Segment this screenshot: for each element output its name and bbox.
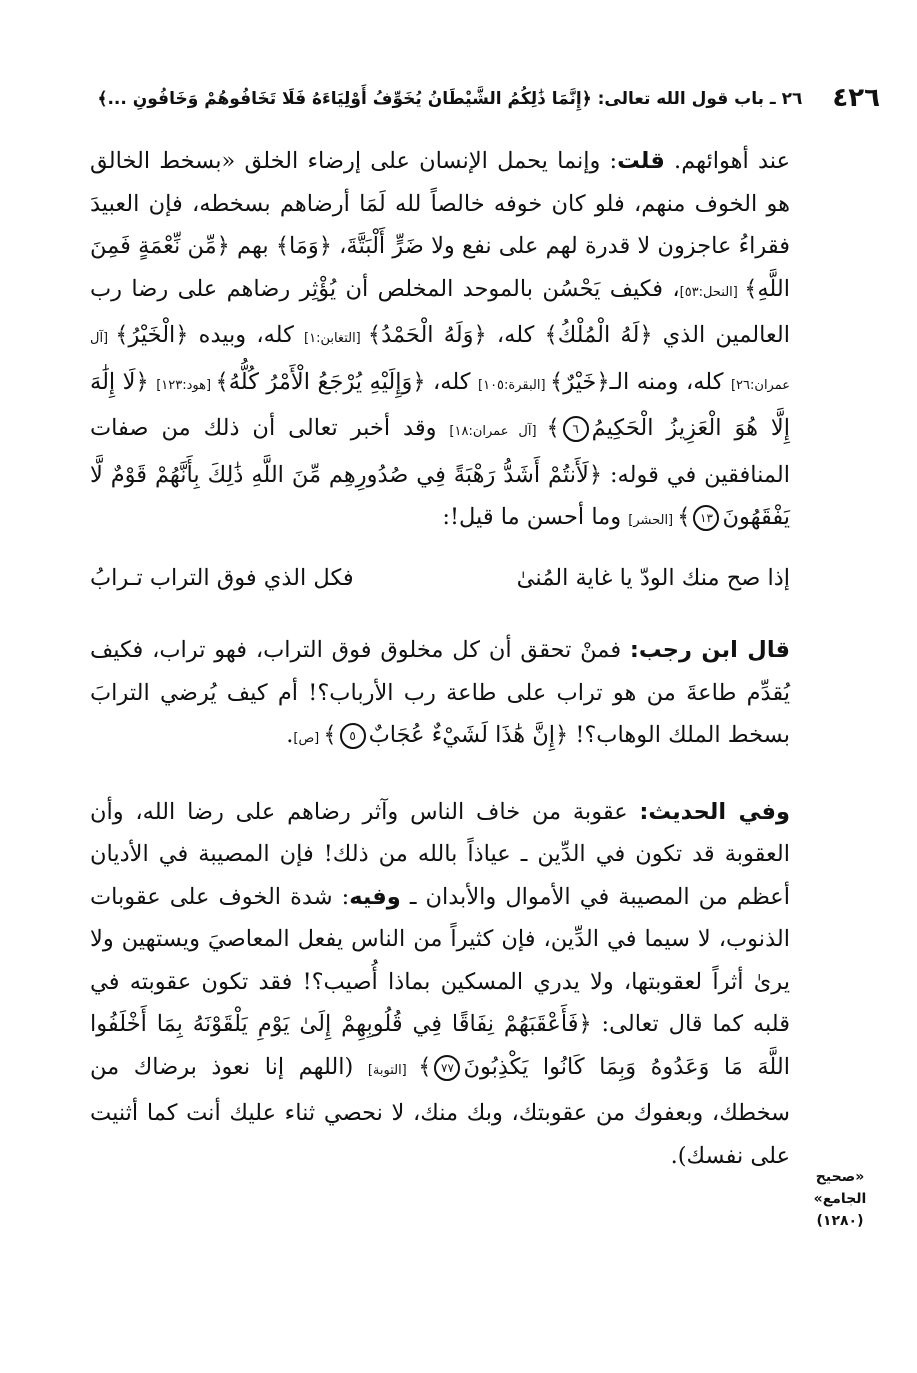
quran-verse-end: ﴾ [323, 722, 337, 748]
running-header [90, 78, 880, 118]
text: فمنْ تحقق أن كل مخلوق فوق التراب، فهو تراب، فكيف يُقدِّم طاعةَ من هو تراب على طاعة رب الأرباب؟! أم كيف يُرضي الترابَ بسخط الملك الوهاب؟! [90, 637, 790, 748]
verse-reference: [هود:١٢٣] [156, 377, 216, 393]
verse-reference: [الحشر] [628, 513, 678, 528]
verse-reference: [التوبة] [367, 1062, 419, 1078]
poem-second-hemistich: فكل الذي فوق التراب تـرابُ [90, 564, 354, 591]
quran-verse: ﴿لَا إِلَٰهَ إِلَّا هُوَ الْعَزِيزُ الْحَكِيمُ [90, 368, 790, 441]
hadith-label: وفي الحديث: [639, 798, 790, 825]
text: كله، [425, 368, 479, 395]
text: عقوبة من خاف الناس وآثر رضاهم على رضا الله، وأن العقوبة قد تكون في الدِّين ـ عياذاً بالله من ذلك! فإن المصيبة في الأديان أعظم من المصيبة في الأموال والأبدان ـ [90, 798, 790, 910]
body-text [90, 140, 790, 1177]
text: (اللهم إنا نعوذ برضاك من سخطك، وبعفوك من عقوبتك، وبك منك، لا نحصي ثناء عليك أنت كما أثنيت على نفسك). [90, 1053, 790, 1169]
text: عند أهوائهم. [664, 148, 790, 174]
quran-verse: ﴿وَإِلَيْهِ يُرْجَعُ الْأَمْرُ كُلُّهُ﴾ [215, 368, 426, 395]
quran-verse: ﴿وَلَهُ الْحَمْدُ﴾ [367, 322, 487, 348]
text: وقد أخبر تعالى أن ذلك من صفات المنافقين في قوله: [90, 415, 790, 488]
text: بهم [229, 233, 276, 259]
quran-verse-end: ﴾ [546, 415, 560, 441]
poem-first-hemistich: إذا صح منك الودّ يا غاية المُنىٰ [516, 564, 790, 591]
paragraph-3 [90, 791, 790, 1178]
verse-reference: [آل عمران:١٨] [449, 424, 547, 439]
text: كله، وبيده [188, 322, 304, 348]
text: . [286, 722, 294, 748]
quran-verse: ﴿فَأَعْقَبَهُمْ نِفَاقًا فِي قُلُوبِهِمْ إِلَىٰ يَوْمِ يَلْقَوْنَهُ بِمَا أَخْلَفُوا اللَّهَ مَا وَعَدُوهُ وَبِمَا كَانُوا يَكْذِبُونَ [90, 1011, 790, 1080]
verse-reference: [البقرة:١٠٥] [478, 377, 551, 393]
chapter-title: ٢٦ ـ باب قول الله تعالى: ﴿إِنَّمَا ذَٰلِكُمُ الشَّيْطَانُ يُخَوِّفُ أَوْلِيَاءَهُ فَلَا تَخَافُوهُمْ وَخَافُونِ ...﴾ [97, 88, 803, 109]
poem-verse [90, 557, 790, 600]
text: : وإنما يحمل الإنسان على إرضاء الخلق «بسخط الخالق هو الخوف منهم، فلو كان خوفه خالصاً لله لَمَا أرضاهم بسخطه، فإن العبيدَ فقراءُ عاجزون لا قدرة لهم على نفع ولا ضَرٍّ [90, 148, 790, 259]
quran-verse-end: ﴾ [677, 504, 691, 530]
qult-label: قلت [617, 148, 665, 174]
verse-reference: [آل عمران:٢٦] [90, 331, 790, 393]
margin-note [805, 1166, 875, 1232]
quran-verse: ﴿الْخَيْرُ﴾ [115, 322, 189, 348]
ayah-number-badge: ٦ [563, 416, 589, 442]
verse-reference: [ص] [293, 731, 324, 746]
ibn-rajab-label: قال ابن رجب: [629, 637, 791, 663]
text: : شدة الخوف على عقوبات الذنوب، لا سيما في الدِّين، فإن كثيراً من الناس يفعل المعاصيَ ويستهين ولا يرىٰ أثراً لعقوبتها، ولا يدري المسكين بماذا أُصيب؟! فقد تكون عقوبته في قلبه كما قال تعالى: [90, 883, 790, 1037]
page-number: ٤٢٦ [832, 83, 880, 113]
text: ، فكيف يَحْسُن بالموحد المخلص أن يُؤْثِر رضاهم على رضا رب العالمين الذي [90, 275, 790, 348]
ayah-number-badge: ٧٧ [434, 1055, 460, 1081]
quran-verse: ﴿خَيْرٌ﴾ [550, 368, 610, 395]
quran-verse: أَلْبَتَّةَ، ﴿وَمَا﴾ [275, 233, 386, 259]
margin-note-line: (١٢٨٠) [816, 1213, 864, 1229]
quran-verse: ﴿لَأَنتُمْ أَشَدُّ رَهْبَةً فِي صُدُورِهِم مِّنَ اللَّهِ ذَٰلِكَ بِأَنَّهُمْ قَوْمٌ لَّا يَفْقَهُونَ [90, 461, 790, 530]
paragraph-1 [90, 140, 790, 543]
quran-verse: ﴿إِنَّ هَٰذَا لَشَيْءٌ عُجَابٌ [368, 722, 569, 748]
margin-note-line: «صحيح [815, 1169, 865, 1185]
text: كله، ومنه الـ [609, 368, 731, 395]
paragraph-2 [90, 629, 790, 761]
quran-verse: ﴿لَهُ الْمُلْكُ﴾ [544, 322, 653, 348]
margin-note-line: الجامع» [813, 1191, 867, 1207]
ayah-number-badge: ٥ [340, 723, 366, 749]
verse-reference: [النحل:٥٣] [679, 284, 745, 300]
text: وما أحسن ما قيل!: [442, 504, 629, 530]
ayah-number-badge: ١٣ [693, 505, 719, 531]
wafihi-label: وفيه [349, 883, 401, 910]
quran-verse-end: ﴾ [418, 1053, 432, 1080]
text: كله، [486, 322, 545, 348]
quran-verse: ﴿مِّن نِّعْمَةٍ فَمِنَ اللَّهِ﴾ [90, 233, 790, 302]
verse-reference: [التغابن:١] [304, 331, 368, 346]
